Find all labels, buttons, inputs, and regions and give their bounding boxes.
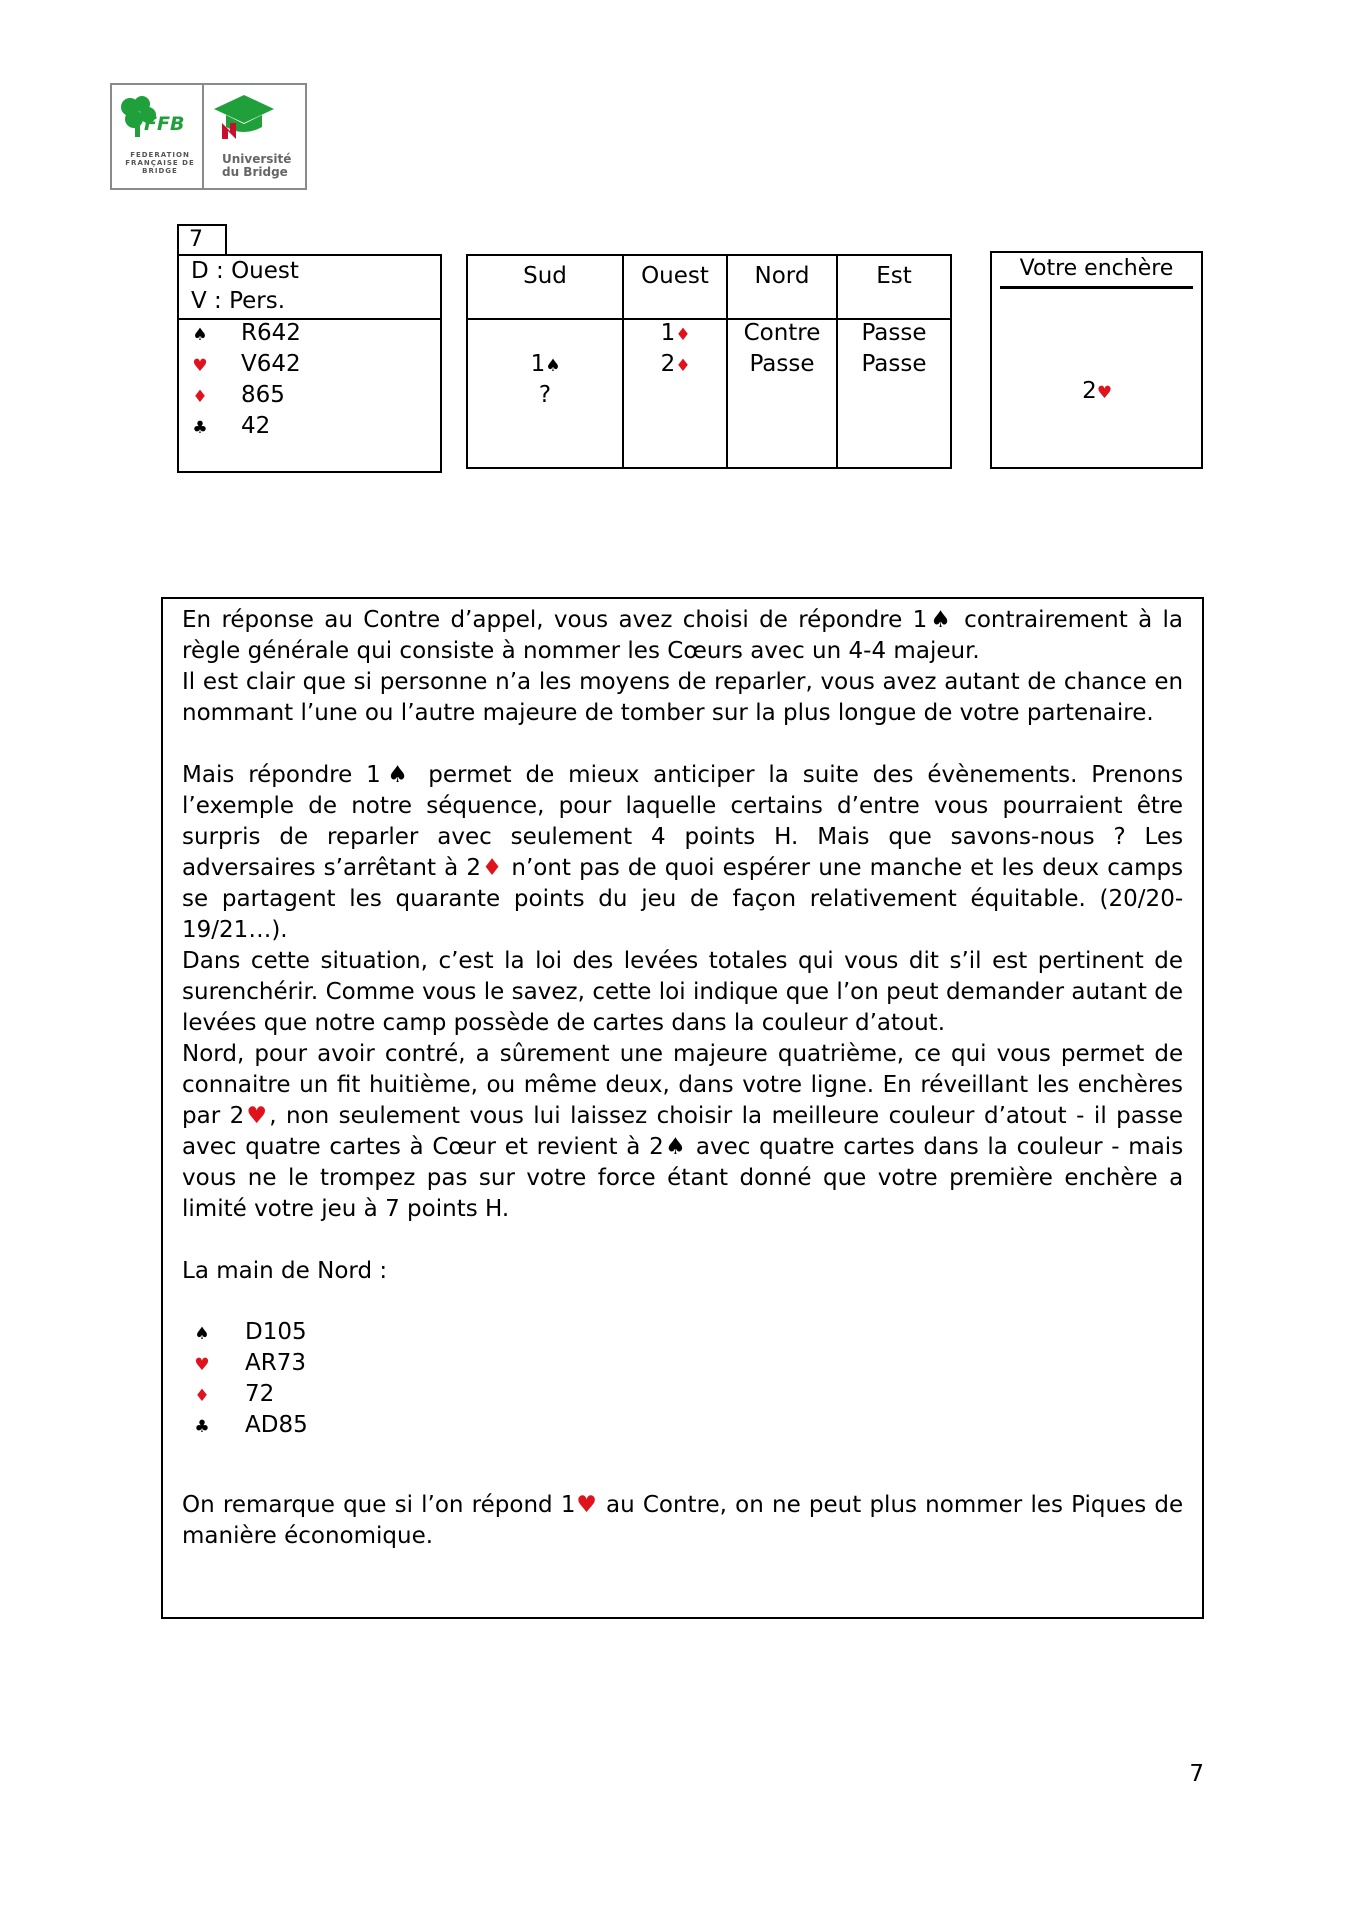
north-row-diamonds (193, 1379, 275, 1412)
north-row-hearts (193, 1348, 306, 1381)
deal-number: 7 (177, 224, 227, 254)
paragraph: On remarque que si l’on répond 1♥ au Contre, on ne peut plus nommer les Piques de manière économique. (182, 1492, 1184, 1549)
answer-bid: 2♥ (992, 376, 1201, 409)
hand-row-spades (191, 318, 301, 351)
diamond-icon: ♦ (192, 387, 208, 407)
heart-icon: ♥ (192, 356, 208, 376)
ffb-subtitle: FEDERATION FRANÇAISE DE BRIDGE (125, 151, 195, 175)
hand-cards: 42 (241, 413, 271, 439)
north-cards: AR73 (245, 1350, 306, 1376)
north-row-clubs (193, 1410, 308, 1443)
page-number: 7 (1189, 1761, 1204, 1787)
north-cards: D105 (245, 1319, 307, 1345)
bid-est-1: Passe (861, 320, 927, 346)
graduation-cap-icon (212, 93, 276, 145)
spade-icon: ♠ (194, 1324, 210, 1344)
hand-cards: R642 (241, 320, 301, 346)
hand-row-clubs (191, 411, 271, 444)
bid-sud-1: 1♠ (468, 349, 622, 382)
answer-box (990, 251, 1203, 469)
hand-divider (179, 318, 440, 320)
answer-title-rule (1000, 286, 1193, 289)
paragraph: Nord, pour avoir contré, a sûrement une majeure quatrième, ce qui vous permet de connaitre un ft huitième, ou même deux, dans votre ligne. En réveillant les enchères par 2♥, non seulement vous lui laissez choisir la meilleure couleur d’atout - il passe avec quatre cartes à Cœur et revient à 2♠ avec quatre cartes dans la couleur - mais vous ne le trompez pas sur votre force étant donné que votre première enchère a limité votre jeu à 7 points H. (182, 1041, 1184, 1222)
north-cards: AD85 (245, 1412, 308, 1438)
logo-divider (202, 85, 204, 188)
heart-icon: ♥ (194, 1355, 210, 1375)
universite-label: Université du Bridge (222, 152, 292, 179)
hand-row-hearts (191, 349, 301, 382)
header-sud: Sud (523, 263, 567, 289)
header-nord: Nord (754, 263, 810, 289)
paragraph: Dans cette situation, c’est la loi des levées totales qui vous dit s’il est pertinent de surenchérir. Comme vous le savez, cette loi indique que l’on peut demander autant de levées que notre camp possède de cartes dans la couleur d’atout. (182, 948, 1184, 1036)
bid-nord-1: Contre (743, 320, 821, 346)
spade-icon: ♠ (192, 325, 208, 345)
ffb-wordmark: FFB (144, 113, 185, 135)
club-icon: ♣ (192, 418, 208, 438)
bidding-table (466, 254, 952, 469)
bid-nord-2: Passe (749, 351, 815, 377)
paragraph: En réponse au Contre d’appel, vous avez choisi de répondre 1♠ contrairement à la règle générale qui consiste à nommer les Cœurs avec un 4-4 majeur. (182, 607, 1183, 664)
north-row-spades (193, 1317, 307, 1350)
diamond-icon: ♦ (194, 1386, 210, 1406)
bid-ouest-2: 2♦ (624, 349, 726, 382)
bid-sud-2: ? (538, 382, 552, 408)
explanation-box (161, 597, 1204, 1619)
diamond-icon: ♦ (675, 325, 691, 345)
hand-row-diamonds (191, 380, 285, 413)
answer-title: Votre enchère (1019, 256, 1174, 281)
diamond-icon: ♦ (675, 356, 691, 376)
ffb-logo (110, 83, 307, 190)
heart-icon: ♥ (1096, 383, 1113, 403)
club-icon: ♣ (194, 1417, 210, 1437)
vulnerability-line: V : Pers. (191, 288, 286, 314)
spade-icon: ♠ (545, 356, 561, 376)
header-ouest: Ouest (641, 263, 709, 289)
hand-cards: V642 (241, 351, 301, 377)
dealer-line: D : Ouest (191, 258, 299, 284)
north-hand-title: La main de Nord : (182, 1258, 388, 1284)
header-est: Est (876, 263, 912, 289)
paragraph: Il est clair que si personne n’a les moyens de reparler, vous avez autant de chance en nommant l’une ou l’autre majeure de tomber sur la plus longue de votre partenaire. (182, 669, 1184, 726)
hand-cards: 865 (241, 382, 285, 408)
bid-ouest-1: 1♦ (624, 318, 726, 351)
north-cards: 72 (245, 1381, 275, 1407)
bid-est-2: Passe (861, 351, 927, 377)
south-hand-box (177, 254, 442, 473)
paragraph: Mais répondre 1♠ permet de mieux anticiper la suite des évènements. Prenons l’exemple de notre séquence, pour laquelle certains d’entre vous pourraient être surpris de reparler avec seulement 4 points H. Mais que savons-nous ? Les adversaires s’arrêtant à 2♦ n’ont pas de quoi espérer une manche et les deux camps se partagent les quarante points du jeu de façon relativement équitable. (20/20-19/21…). (182, 762, 1184, 943)
